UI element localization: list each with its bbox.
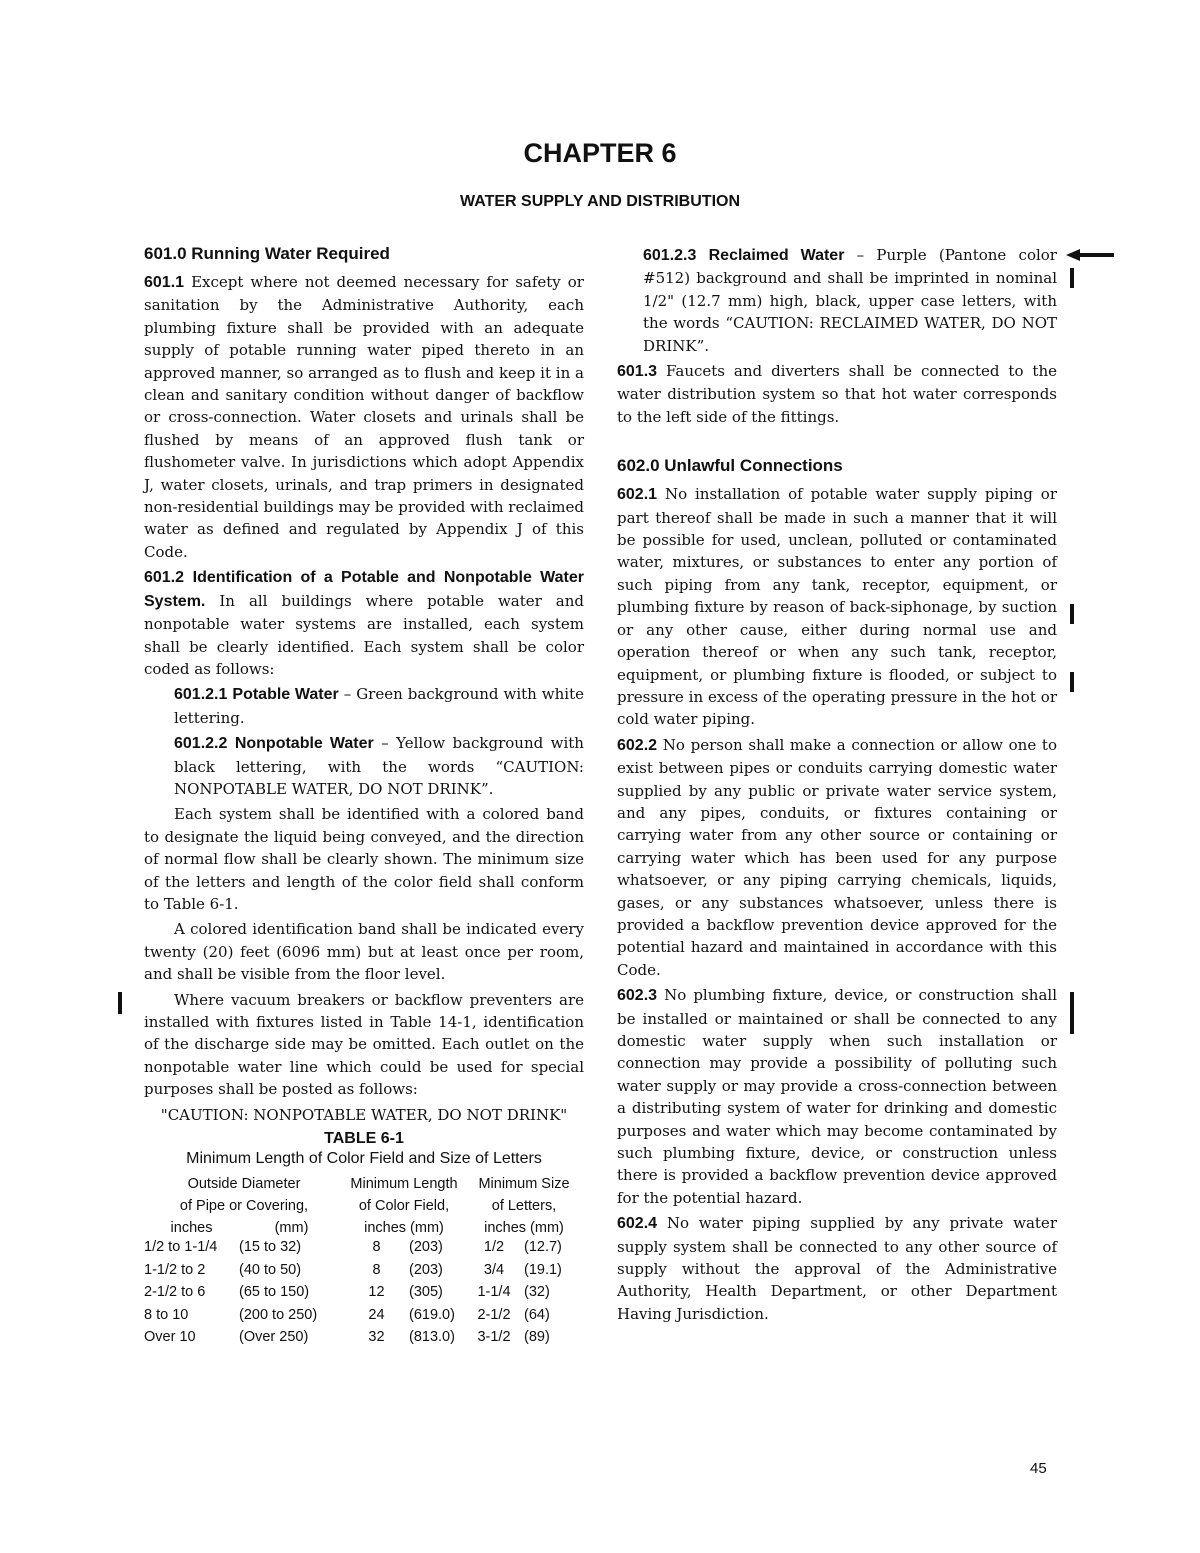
section-number: 601.1 — [144, 274, 185, 291]
table-cell: Over 10 — [144, 1329, 196, 1346]
table-cell: (619.0) — [409, 1306, 455, 1323]
table-cell: 1/2 to 1-1/4 — [144, 1239, 218, 1256]
table-cell: (89) — [524, 1329, 550, 1346]
section-heading-601: 601.0 Running Water Required — [144, 244, 390, 263]
table-header-row — [144, 1195, 584, 1217]
section-title: Reclaimed Water — [708, 247, 845, 264]
table-cell: 32 — [368, 1329, 385, 1346]
column-header: inches (mm) — [484, 1220, 564, 1237]
table-6-1 — [144, 1173, 584, 1352]
table-row — [144, 1284, 584, 1307]
column-header: Outside Diameter — [187, 1176, 301, 1193]
column-header: of Letters, — [491, 1198, 557, 1215]
paragraph-text: – Yellow background with black lettering, with the words “CAUTION: NONPOTABLE WATER, DO NOT DRINK”. — [174, 734, 584, 798]
paragraph-601-2 — [144, 566, 584, 680]
section-number: 601.2.1 — [174, 686, 228, 704]
table-title: TABLE 6-1 — [324, 1130, 404, 1148]
revision-arrow-icon — [1066, 248, 1116, 262]
table-cell: 3/4 — [483, 1261, 505, 1278]
table-cell: 12 — [368, 1284, 385, 1301]
section-number: 602.3 — [617, 987, 658, 1005]
chapter-title: CHAPTER 6 — [523, 138, 677, 168]
table-cell: (40 to 50) — [239, 1261, 302, 1278]
change-bar — [1070, 604, 1074, 624]
paragraph-text: No person shall make a connection or allow one to exist between pipes or conduits carrying domestic water supplied by any public or private water service system, and any pipes, conduits, or fixtures containing or carrying water from any other source or containing or carrying water which has been used for any purpose whatsoever, or any piping carrying chemicals, liquids, gases, or any substances whatsoever, unless there is provided a backflow prevention device approved for the potential hazard and maintained in accordance with this Code. — [617, 735, 1057, 979]
section-number: 601.2 — [144, 569, 185, 587]
paragraph-601-3 — [617, 360, 1057, 428]
table-cell: (813.0) — [409, 1329, 455, 1346]
paragraph-601-2-2 — [174, 732, 584, 800]
table-row — [144, 1329, 584, 1352]
paragraph-text: No water piping supplied by any private water supply system shall be connected to any other source of supply without the approval of the Administrative Authority, Health Department, or other Department Having Jurisdiction. — [617, 1214, 1057, 1323]
paragraph-text: – Green background with white lettering. — [174, 685, 584, 727]
table-cell: 8 — [372, 1261, 381, 1278]
table-cell: (203) — [409, 1239, 443, 1256]
paragraph-602-1 — [617, 483, 1057, 730]
section-number: 602.4 — [617, 1215, 658, 1233]
table-cell: 3-1/2 — [477, 1329, 511, 1346]
table-row — [144, 1239, 584, 1262]
paragraph-601-2-3 — [643, 244, 1057, 357]
paragraph-band-interval: A colored identification band shall be indicated every twenty (20) feet (6096 mm) but at least once per room, and shall be visible from the floor level. — [144, 920, 584, 984]
section-number: 601.2.3 — [643, 247, 697, 264]
section-title: Potable Water — [232, 686, 339, 704]
column-header: of Pipe or Covering, — [179, 1198, 309, 1215]
table-cell: (Over 250) — [239, 1329, 309, 1346]
table-cell: 1/2 — [483, 1239, 505, 1256]
table-cell: (15 to 32) — [239, 1239, 302, 1256]
table-cell: 1-1/2 to 2 — [144, 1261, 206, 1278]
paragraph-text: Faucets and diverters shall be connected to the water distribution system so that hot water corresponds to the left side of the fittings. — [617, 362, 1057, 426]
change-bar — [1070, 672, 1074, 692]
change-bar — [1070, 268, 1074, 288]
table-cell: (200 to 250) — [239, 1306, 318, 1323]
paragraph-vacuum-breakers: Where vacuum breakers or backflow preventers are installed with fixtures listed in Table 14-1, identification of the discharge side may be omitted. Each outlet on the nonpotable water line which could be used for special purposes shall be posted as follows: — [144, 990, 584, 1099]
paragraph-601-1 — [144, 271, 584, 563]
table-cell: (64) — [524, 1306, 550, 1323]
table-cell: 2-1/2 — [477, 1306, 511, 1323]
section-title: Nonpotable Water — [234, 735, 374, 753]
paragraph-text: No installation of potable water supply piping or part thereof shall be made in such a manner that it will be possible for used, unclean, polluted or contaminated water, mixtures, or substances to enter any portion of such piping from any tank, receptor, equipment, or plumbing fixture by reason of back-siphonage, by suction or any other cause, either during normal use and operation thereof or when any such tank, receptor, equipment, or plumbing fixture is flooded, or subject to pressure in excess of the operating pressure in the hot or cold water piping. — [617, 485, 1057, 729]
paragraph-601-2-1 — [174, 683, 584, 729]
table-cell: 2-1/2 to 6 — [144, 1284, 206, 1301]
paragraph-text: No plumbing fixture, device, or construction shall be installed or maintained or shall be connected to any domestic water supply when such installation or connection may provide a possibility of polluting such water supply or may provide a cross-connection between a distributing system of water for drinking and domestic purposes and water which may become contaminated by such plumbing fixture, device, or construction unless there is provided a backflow prevention device approved for the potential hazard. — [617, 986, 1057, 1207]
column-header: Minimum Size — [478, 1176, 570, 1193]
section-spacer — [617, 431, 1057, 456]
page-number: 45 — [1030, 1460, 1047, 1477]
table-cell: 8 — [372, 1239, 381, 1256]
table-cell: (65 to 150) — [239, 1284, 310, 1301]
column-header: inches — [170, 1220, 213, 1237]
left-column — [144, 244, 584, 1352]
table-cell: (203) — [409, 1261, 443, 1278]
section-number: 602.1 — [617, 486, 658, 504]
paragraph-text: In all buildings where potable water and nonpotable water systems are installed, each system shall be clearly identified. Each system shall be color coded as follows: — [144, 591, 584, 678]
paragraph-text: Except where not deemed necessary for safety or sanitation by the Administrative Authority, each plumbing fixture shall be provided with an adequate supply of potable running water piped thereto in an approved manner, so arranged as to flush and keep it in a clean and sanitary condition without danger of backflow or cross-connection. Water closets and urinals shall be flushed by means of an approved flush tank or flushometer valve. In jurisdictions which adopt Appendix J, water closets, urinals, and trap primers in designated non-residential buildings may be provided with reclaimed water as defined and regulated by Appendix J of this Code. — [144, 273, 584, 561]
section-number: 602.2 — [617, 736, 658, 754]
change-bar — [118, 992, 122, 1014]
column-header: (mm) — [274, 1220, 309, 1237]
table-caption: Minimum Length of Color Field and Size of Letters — [186, 1150, 542, 1168]
section-number: 601.2.2 — [174, 735, 228, 753]
table-cell: (19.1) — [524, 1261, 562, 1278]
table-row — [144, 1262, 584, 1285]
paragraph-602-2 — [617, 734, 1057, 981]
table-row — [144, 1307, 584, 1330]
table-cell: 1-1/4 — [477, 1284, 511, 1301]
right-column — [617, 244, 1057, 1328]
table-header-row — [144, 1217, 584, 1239]
paragraph-602-3 — [617, 984, 1057, 1209]
change-bar — [1070, 992, 1074, 1034]
paragraph-text: – Purple (Pantone color #512) background and shall be imprinted in nominal 1/2" (12.7 mm) high, black, upper case letters, with the words “CAUTION: RECLAIMED WATER, DO NOT DRINK”. — [643, 246, 1057, 355]
table-cell: (12.7) — [524, 1239, 562, 1256]
section-number: 601.3 — [617, 363, 658, 381]
chapter-subtitle: WATER SUPPLY AND DISTRIBUTION — [459, 193, 741, 210]
table-cell: 8 to 10 — [144, 1306, 189, 1323]
table-cell: (305) — [409, 1284, 443, 1301]
paragraph-color-band: Each system shall be identified with a colored band to designate the liquid being conveyed, and the direction of normal flow shall be clearly shown. The minimum size of the letters and length of the color field shall conform to Table 6-1. — [144, 805, 584, 913]
table-cell: (32) — [524, 1284, 550, 1301]
table-header-row — [144, 1173, 584, 1195]
column-header: inches (mm) — [364, 1220, 444, 1237]
section-heading-602: 602.0 Unlawful Connections — [617, 456, 843, 476]
section-title: Identification of a Potable and Nonpotable Water System. — [144, 569, 584, 610]
caution-notice: "CAUTION: NONPOTABLE WATER, DO NOT DRINK" — [160, 1105, 568, 1124]
column-header: of Color Field, — [358, 1198, 450, 1215]
column-header: Minimum Length — [350, 1176, 458, 1193]
paragraph-602-4 — [617, 1212, 1057, 1325]
table-cell: 24 — [368, 1306, 385, 1323]
